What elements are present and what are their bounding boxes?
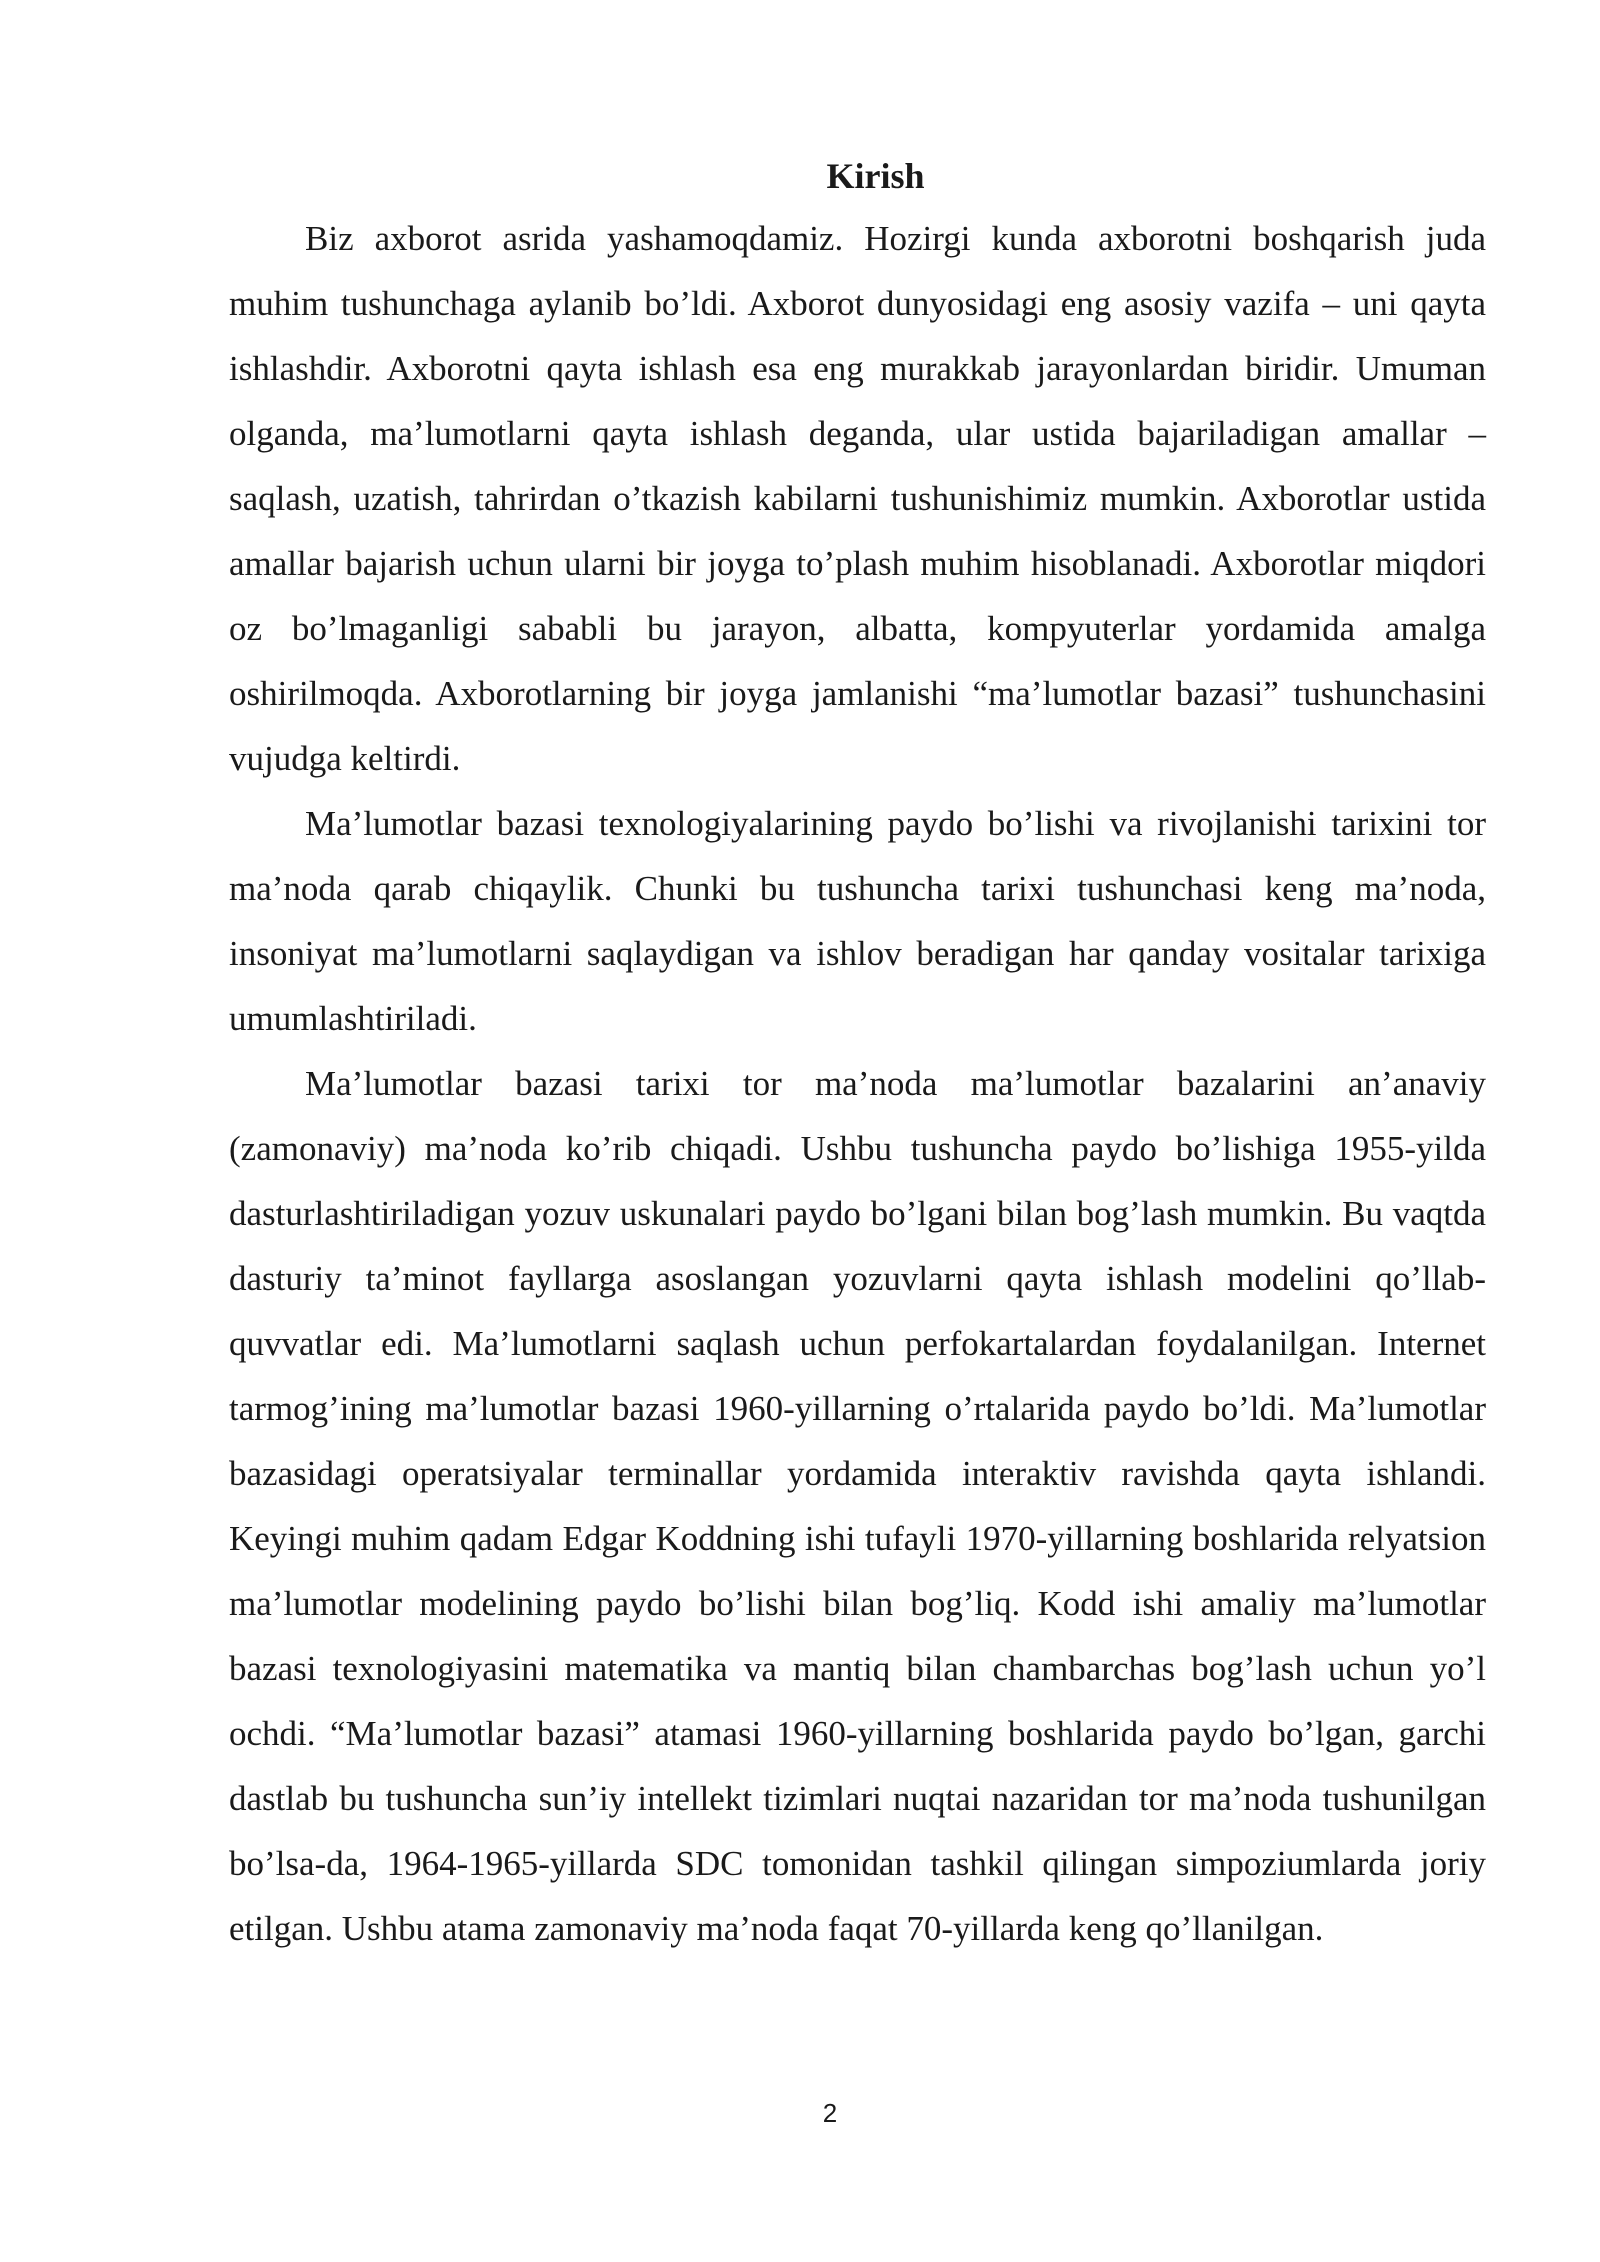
paragraph-history-detail: Ma’lumotlar bazasi tarixi tor ma’noda ma’lumotlar bazalarini an’anaviy (zamonaviy) ma’noda ko’rib chiqadi. Ushbu tushuncha paydo bo’lishiga 1955-yilda dasturlashtiriladigan yozuv uskunalari paydo bo’lgani bilan bog’lash mumkin. Bu vaqtda dasturiy ta’minot fayllarga asoslangan yozuvlarni qayta ishlash modelini qo’llab-quvvatlar edi. Ma’lumotlarni saqlash uchun perfokartalardan foydalanilgan. Internet tarmog’ining ma’lumotlar bazasi 1960-yillarning o’rtalarida paydo bo’ldi. Ma’lumotlar bazasidagi operatsiyalar terminallar yordamida interaktiv ravishda qayta ishlandi. Keyingi muhim qadam Edgar Koddning ishi tufayli 1970-yillarning boshlarida relyatsion ma’lumotlar modelining paydo bo’lishi bilan bog’liq. Kodd ishi amaliy ma’lumotlar bazasi texnologiyasini matematika va mantiq bilan chambarchas bog’lash uchun yo’l ochdi. “Ma’lumotlar bazasi” atamasi 1960-yillarning boshlarida paydo bo’lgan, garchi dastlab bu tushuncha sun’iy intellekt tizimlari nuqtai nazaridan tor ma’noda tushunilgan bo’lsa-da, 1964-1965-yillarda SDC tomonidan tashkil qilingan simpoziumlarda joriy etilgan. Ushbu atama zamonaviy ma’noda faqat 70-yillarda keng qo’llanilgan. [229,1064,1486,1948]
section-heading: Kirish [826,156,925,196]
paragraph-intro: Biz axborot asrida yashamoqdamiz. Hozirgi kunda axborotni boshqarish juda muhim tushunchaga aylanib bo’ldi. Axborot dunyosidagi eng asosiy vazifa – uni qayta ishlashdir. Axborotni qayta ishlash esa eng murakkab jarayonlardan biridir. Umuman olganda, ma’lumotlarni qayta ishlash deganda, ular ustida bajariladigan amallar – saqlash, uzatish, tahrirdan o’tkazish kabilarni tushunishimiz mumkin. Axborotlar ustida amallar bajarish uchun ularni bir joyga to’plash muhim hisoblanadi. Axborotlar miqdori oz bo’lmaganligi sababli bu jarayon, albatta, kompyuterlar yordamida amalga oshirilmoqda. Axborotlarning bir joyga jamlanishi “ma’lumotlar bazasi” tushunchasini vujudga keltirdi. [229,219,1486,778]
page-number: 2 [822,2098,838,2128]
page-body [229,146,1486,1961]
paragraph-history-overview: Ma’lumotlar bazasi texnologiyalarining paydo bo’lishi va rivojlanishi tarixini tor ma’noda qarab chiqaylik. Chunki bu tushuncha tarixi tushunchasi keng ma’noda, insoniyat ma’lumotlarni saqlaydigan va ishlov beradigan har qanday vositalar tarixiga umumlashtiriladi. [229,804,1486,1038]
